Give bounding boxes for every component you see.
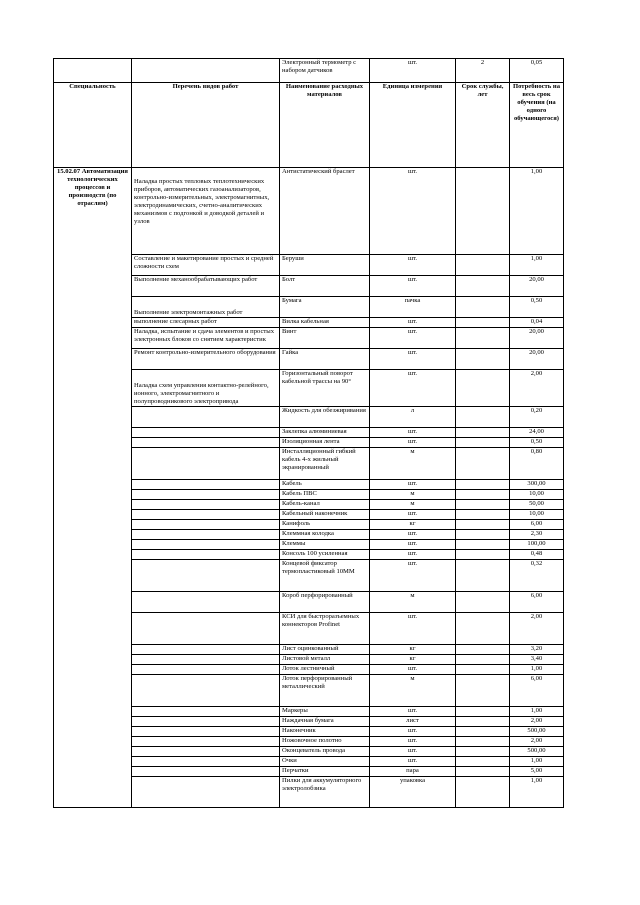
work-item: Наладка простых тепловых теплотехнических приборов, автоматических газоанализаторов, контрольно-измерительных, электромагнитных, электродинамических, счетно-аналитических механизмов с подгонкой и доводкой деталей и узлов <box>132 168 280 255</box>
material-cell: Клеммы <box>280 539 370 549</box>
need-cell: 6,00 <box>510 519 564 529</box>
unit-cell: лист <box>370 716 456 726</box>
need-cell: 5,00 <box>510 766 564 776</box>
need-cell: 3,40 <box>510 654 564 664</box>
material-cell: Винт <box>280 328 370 349</box>
term-cell <box>456 716 510 726</box>
material-cell: Электронный термометр с набором датчиков <box>280 59 370 83</box>
term-cell <box>456 255 510 276</box>
unit-cell: шт. <box>370 349 456 370</box>
material-cell: Консоль 100 усиленная <box>280 549 370 559</box>
term-cell <box>456 591 510 612</box>
work-item: Ремонт контрольно-измерительного оборудования <box>132 349 280 370</box>
unit-cell: шт. <box>370 549 456 559</box>
term-cell <box>456 756 510 766</box>
term-cell <box>456 706 510 716</box>
unit-cell: шт. <box>370 276 456 297</box>
need-cell: 100,00 <box>510 539 564 549</box>
material-cell: Наждачная бумага <box>280 716 370 726</box>
need-cell: 6,00 <box>510 674 564 706</box>
work-item-empty <box>132 406 280 427</box>
unit-cell: м <box>370 499 456 509</box>
material-cell: Антистатический браслет <box>280 168 370 255</box>
header-row <box>54 83 564 168</box>
work-item-empty <box>132 427 280 437</box>
table-row <box>54 168 564 255</box>
need-cell: 500,00 <box>510 726 564 736</box>
material-cell: Канифоль <box>280 519 370 529</box>
term-cell <box>456 674 510 706</box>
work-item: Наладка схем управления контактно-релейного, ионного, электромагнитного и полупроводникового электропривода <box>132 370 280 407</box>
material-cell: Концевой фиксатор термопластиковый 10ММ <box>280 559 370 591</box>
material-cell: Горизонтальный поворот кабельной трассы на 90° <box>280 370 370 407</box>
material-cell: Гайка <box>280 349 370 370</box>
work-item: выполнение слесарных работ <box>132 318 280 328</box>
unit-cell: кг <box>370 519 456 529</box>
material-cell: Наконечник <box>280 726 370 736</box>
need-cell: 0,20 <box>510 406 564 427</box>
unit-cell: шт. <box>370 427 456 437</box>
work-item-empty <box>132 612 280 644</box>
term-cell <box>456 349 510 370</box>
material-cell: Заклепка алюминиевая <box>280 427 370 437</box>
unit-cell: шт. <box>370 255 456 276</box>
unit-cell: шт. <box>370 736 456 746</box>
work-item: Выполнение механообрабатывающих работ <box>132 276 280 297</box>
top-row <box>54 59 564 83</box>
unit-cell: шт. <box>370 726 456 736</box>
material-cell: Очки <box>280 756 370 766</box>
work-item-empty <box>132 674 280 706</box>
unit-cell: пачка <box>370 297 456 318</box>
unit-cell: шт. <box>370 529 456 539</box>
material-cell: Лоток лестничный <box>280 664 370 674</box>
work-item: Составление и макетирование простых и средней сложности схем <box>132 255 280 276</box>
specialty-cell: 15.02.07 Автоматизация технологических процессов и производств (по отраслям) <box>54 168 132 808</box>
material-cell: Маркеры <box>280 706 370 716</box>
term-cell <box>456 479 510 489</box>
term-cell <box>456 612 510 644</box>
work-item: Выполнение электромонтажных работ <box>132 297 280 318</box>
material-cell: Лист оцинкованный <box>280 644 370 654</box>
term-cell <box>456 664 510 674</box>
term-cell <box>456 776 510 807</box>
unit-cell: шт. <box>370 509 456 519</box>
unit-cell: шт. <box>370 328 456 349</box>
need-cell: 0,05 <box>510 59 564 83</box>
need-cell: 10,00 <box>510 489 564 499</box>
material-cell: Болт <box>280 276 370 297</box>
work-item-empty <box>132 776 280 807</box>
need-cell: 50,00 <box>510 499 564 509</box>
material-cell: Кабель-канал <box>280 499 370 509</box>
unit-cell: пара <box>370 766 456 776</box>
need-cell: 0,50 <box>510 437 564 447</box>
need-cell: 1,00 <box>510 255 564 276</box>
unit-cell: шт. <box>370 746 456 756</box>
term-cell: 2 <box>456 59 510 83</box>
header-specialty: Специальность <box>54 83 132 168</box>
material-cell: Оконцеватель провода <box>280 746 370 756</box>
need-cell: 20,00 <box>510 276 564 297</box>
term-cell <box>456 276 510 297</box>
need-cell: 20,00 <box>510 328 564 349</box>
work-item-empty <box>132 437 280 447</box>
unit-cell: кг <box>370 644 456 654</box>
unit-cell: шт. <box>370 539 456 549</box>
material-cell: Беруши <box>280 255 370 276</box>
unit-cell: шт. <box>370 370 456 407</box>
unit-cell: шт. <box>370 59 456 83</box>
work-item-empty <box>132 519 280 529</box>
header-works: Перечень видов работ <box>132 83 280 168</box>
unit-cell: упаковка <box>370 776 456 807</box>
work-item-empty <box>132 499 280 509</box>
need-cell: 0,80 <box>510 447 564 479</box>
need-cell: 2,30 <box>510 529 564 539</box>
unit-cell: шт. <box>370 168 456 255</box>
need-cell: 0,50 <box>510 297 564 318</box>
term-cell <box>456 489 510 499</box>
work-item-empty <box>132 479 280 489</box>
unit-cell: шт. <box>370 479 456 489</box>
need-cell: 1,00 <box>510 756 564 766</box>
term-cell <box>456 297 510 318</box>
work-item-empty <box>132 706 280 716</box>
work-item-empty <box>132 664 280 674</box>
work-item-empty <box>132 716 280 726</box>
need-cell: 24,00 <box>510 427 564 437</box>
need-cell: 1,00 <box>510 706 564 716</box>
term-cell <box>456 328 510 349</box>
term-cell <box>456 654 510 664</box>
material-cell: Лоток перфорированный металлический <box>280 674 370 706</box>
need-cell: 0,04 <box>510 318 564 328</box>
work-item-empty <box>132 736 280 746</box>
work-item-empty <box>132 447 280 479</box>
term-cell <box>456 539 510 549</box>
term-cell <box>456 509 510 519</box>
unit-cell: шт. <box>370 756 456 766</box>
material-cell: Инсталляционный гибкий кабель 4-х жильный экранированный <box>280 447 370 479</box>
unit-cell: м <box>370 489 456 499</box>
term-cell <box>456 370 510 407</box>
term-cell <box>456 644 510 654</box>
material-cell: Кабель <box>280 479 370 489</box>
need-cell: 2,00 <box>510 716 564 726</box>
header-term: Срок службы, лет <box>456 83 510 168</box>
term-cell <box>456 736 510 746</box>
unit-cell: шт. <box>370 612 456 644</box>
material-cell: Кабель ПВС <box>280 489 370 499</box>
work-item-empty <box>132 529 280 539</box>
work-item-empty <box>132 559 280 591</box>
material-cell: Жидкость для обезжиривания <box>280 406 370 427</box>
unit-cell: м <box>370 447 456 479</box>
term-cell <box>456 519 510 529</box>
need-cell: 0,48 <box>510 549 564 559</box>
work-item-empty <box>132 654 280 664</box>
need-cell: 1,00 <box>510 664 564 674</box>
unit-cell: кг <box>370 654 456 664</box>
need-cell: 1,00 <box>510 168 564 255</box>
term-cell <box>456 499 510 509</box>
unit-cell: шт. <box>370 318 456 328</box>
term-cell <box>456 549 510 559</box>
unit-cell: шт. <box>370 559 456 591</box>
work-item-empty <box>132 756 280 766</box>
unit-cell: м <box>370 674 456 706</box>
material-cell: Пилки для аккумуляторного электролобзика <box>280 776 370 807</box>
need-cell: 20,00 <box>510 349 564 370</box>
need-cell: 300,00 <box>510 479 564 489</box>
header-need: Потребность на весь срок обучения (на одного обучающегося) <box>510 83 564 168</box>
term-cell <box>456 318 510 328</box>
need-cell: 10,00 <box>510 509 564 519</box>
need-cell: 2,00 <box>510 370 564 407</box>
term-cell <box>456 559 510 591</box>
need-cell: 2,00 <box>510 736 564 746</box>
need-cell: 0,32 <box>510 559 564 591</box>
unit-cell: шт. <box>370 437 456 447</box>
work-item-empty <box>132 539 280 549</box>
term-cell <box>456 726 510 736</box>
term-cell <box>456 529 510 539</box>
work-item-empty <box>132 591 280 612</box>
work-item: Наладка, испытание и сдача элементов и простых электронных блоков со снятием характеристик <box>132 328 280 349</box>
unit-cell: шт. <box>370 664 456 674</box>
work-item-empty <box>132 509 280 519</box>
unit-cell: л <box>370 406 456 427</box>
materials-table <box>53 58 564 808</box>
term-cell <box>456 168 510 255</box>
header-material: Наименование расходных материалов <box>280 83 370 168</box>
term-cell <box>456 766 510 776</box>
work-item-empty <box>132 489 280 499</box>
material-cell: Ножовочное полотно <box>280 736 370 746</box>
material-cell: Вилка кабельная <box>280 318 370 328</box>
work-item-empty <box>132 726 280 736</box>
material-cell: Перчатки <box>280 766 370 776</box>
need-cell: 2,00 <box>510 612 564 644</box>
term-cell <box>456 746 510 756</box>
need-cell: 1,00 <box>510 776 564 807</box>
need-cell: 3,20 <box>510 644 564 654</box>
unit-cell: м <box>370 591 456 612</box>
unit-cell: шт. <box>370 706 456 716</box>
term-cell <box>456 406 510 427</box>
material-cell: Бумага <box>280 297 370 318</box>
material-cell: Изоляционная лента <box>280 437 370 447</box>
header-unit: Единица измерения <box>370 83 456 168</box>
work-item-empty <box>132 746 280 756</box>
work-item-empty <box>132 549 280 559</box>
term-cell <box>456 427 510 437</box>
work-item-empty <box>132 766 280 776</box>
material-cell: Кабельный наконечник <box>280 509 370 519</box>
material-cell: Листовой металл <box>280 654 370 664</box>
term-cell <box>456 437 510 447</box>
need-cell: 6,00 <box>510 591 564 612</box>
work-item-empty <box>132 644 280 654</box>
need-cell: 500,00 <box>510 746 564 756</box>
term-cell <box>456 447 510 479</box>
material-cell: Клеммная колодка <box>280 529 370 539</box>
material-cell: Короб перфорированный <box>280 591 370 612</box>
material-cell: КСИ для быстроразъемных коннекторов Profinet <box>280 612 370 644</box>
